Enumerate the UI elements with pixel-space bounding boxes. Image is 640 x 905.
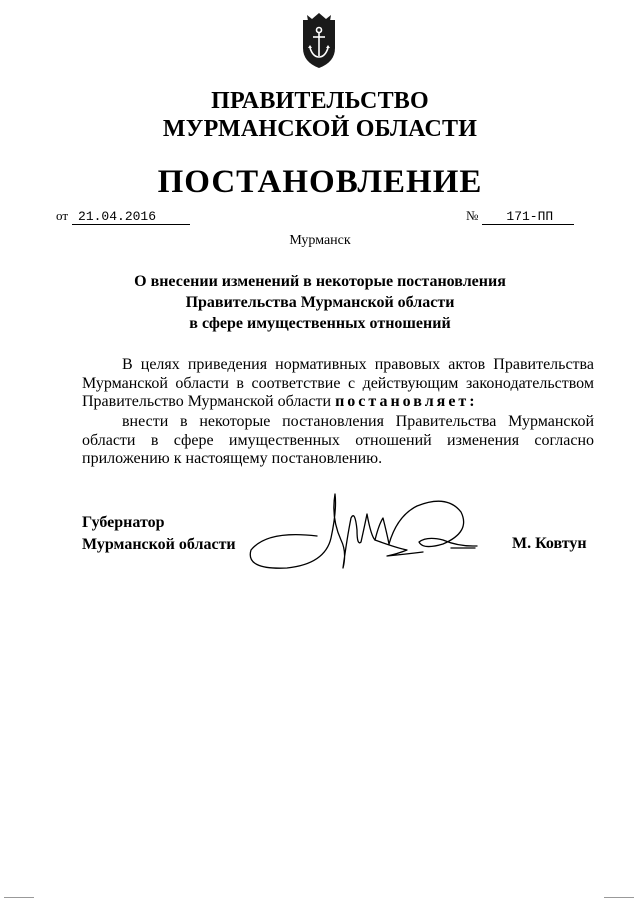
signatory-position [82, 512, 236, 556]
subject-line-2: Правительства Мурманской области [185, 294, 455, 311]
position-line-2: Мурманской области [82, 536, 236, 553]
signatory-name: М. Ковтун [512, 535, 587, 552]
date-prefix: от [56, 208, 69, 223]
position-line-1: Губернатор [82, 514, 165, 531]
document-type-title: ПОСТАНОВЛЕНИЕ [157, 164, 483, 200]
date-field [56, 207, 190, 225]
subject-line-3: в сфере имущественных отношений [189, 315, 451, 332]
scan-edge-mark-right [604, 897, 634, 898]
number-value: 171-ПП [482, 209, 574, 225]
org-line-2: МУРМАНСКОЙ ОБЛАСТИ [162, 116, 478, 142]
body-paragraph-2: внести в некоторые постановления Правительства Мурманской области в сфере имущественных отношений изменения согласно приложению к настоящему постановлению. [82, 413, 594, 467]
scan-edge-mark-left [4, 897, 34, 898]
body-paragraph-1 [82, 356, 594, 412]
number-field [466, 207, 574, 225]
date-value: 21.04.2016 [72, 209, 190, 225]
city-name: Мурманск [289, 233, 351, 248]
document-subject [0, 271, 640, 334]
resolution-verb: постановляет: [335, 393, 478, 410]
number-prefix: № [466, 208, 479, 223]
coat-of-arms-emblem [297, 12, 341, 70]
government-name [0, 87, 640, 143]
handwritten-signature [247, 488, 507, 578]
org-line-1: ПРАВИТЕЛЬСТВО [211, 88, 429, 114]
body-paragraph-1-text: В целях приведения нормативных правовых актов Правительства Мурманской области в соответствие с действующим законодательством Правительство Мурманской области [82, 356, 594, 410]
subject-line-1: О внесении изменений в некоторые постановления [134, 273, 506, 290]
